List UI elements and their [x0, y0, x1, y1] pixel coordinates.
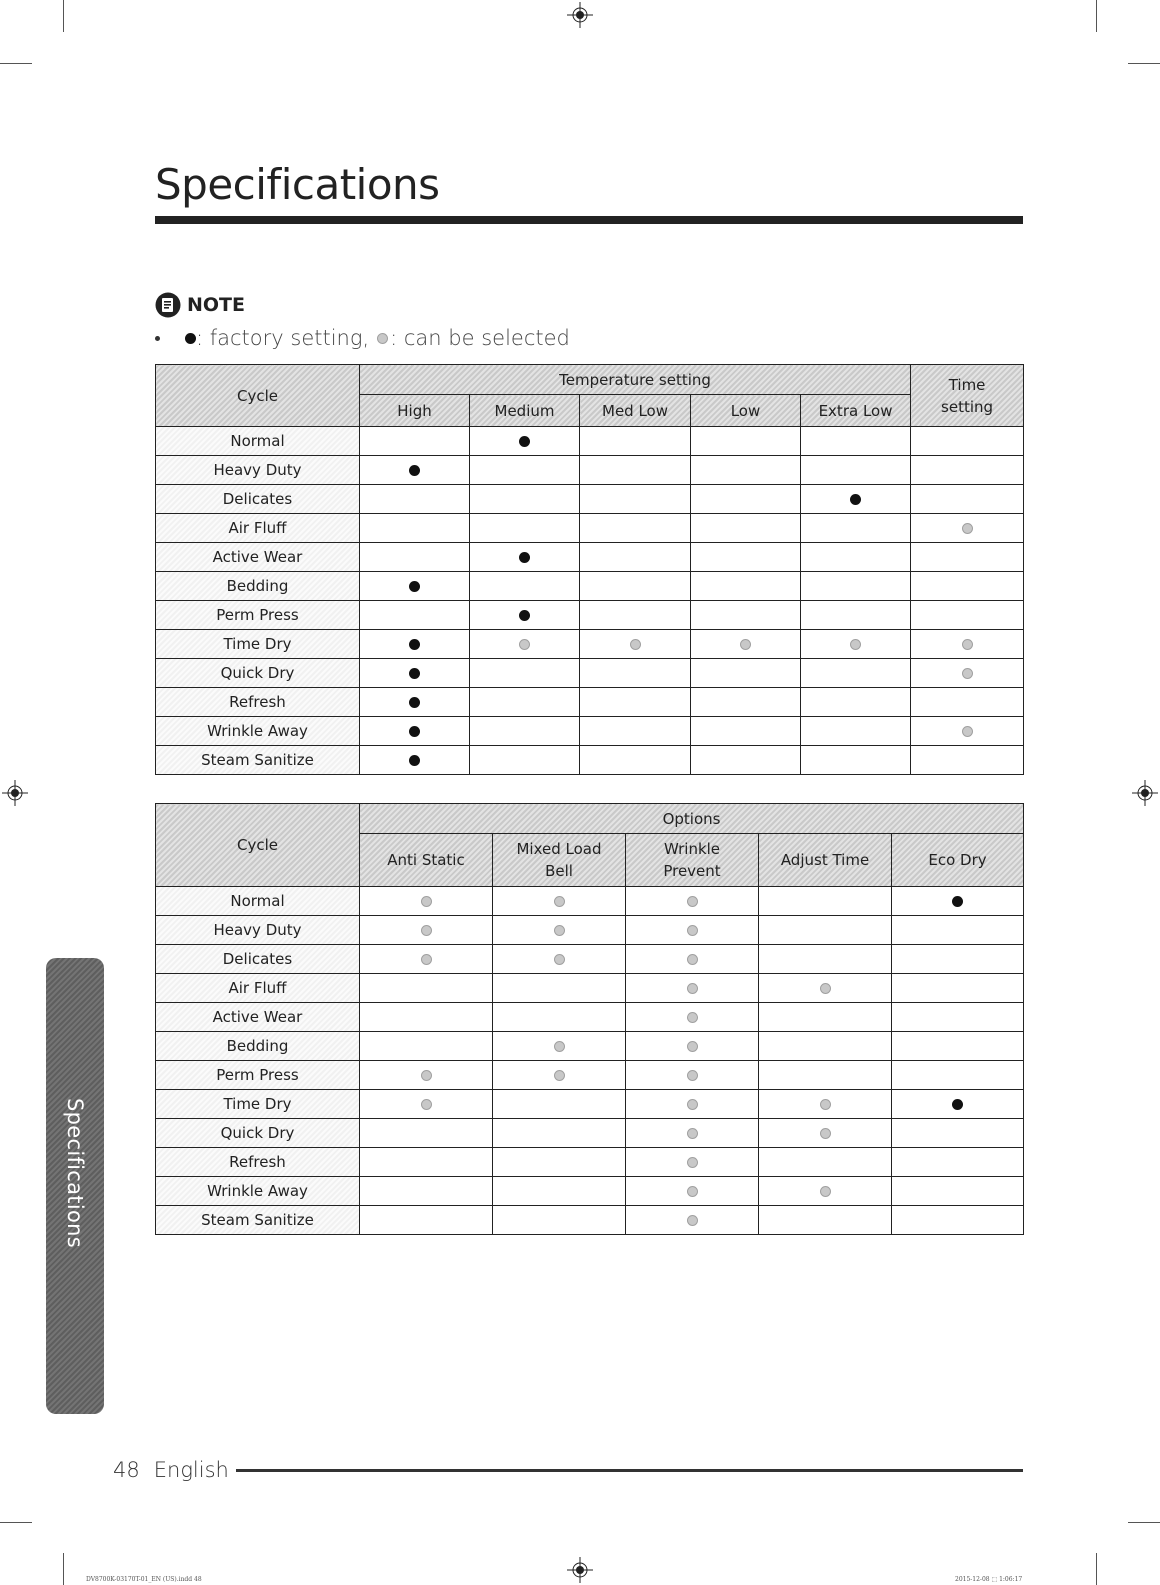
setting-cell — [626, 1119, 759, 1148]
setting-cell — [759, 1206, 892, 1235]
table-row — [156, 427, 1024, 456]
setting-cell — [801, 427, 911, 456]
selectable-dot-icon — [554, 1070, 565, 1081]
table-row — [156, 1090, 1024, 1119]
setting-cell — [892, 887, 1024, 916]
factory-setting-dot-icon — [850, 494, 861, 505]
setting-cell — [470, 543, 580, 572]
setting-cell — [493, 916, 626, 945]
setting-cell — [691, 659, 801, 688]
crop-mark — [1096, 1553, 1097, 1585]
setting-cell — [759, 945, 892, 974]
factory-setting-dot-icon — [952, 1099, 963, 1110]
setting-cell — [470, 601, 580, 630]
setting-cell — [470, 427, 580, 456]
selectable-dot-icon — [421, 896, 432, 907]
setting-cell — [801, 543, 911, 572]
table-row — [156, 1119, 1024, 1148]
selectable-dot-icon — [687, 1157, 698, 1168]
page-footer — [113, 1458, 229, 1482]
table-row — [156, 1061, 1024, 1090]
bullet-icon — [155, 336, 160, 341]
table-row — [156, 974, 1024, 1003]
setting-cell — [911, 601, 1024, 630]
setting-cell — [691, 543, 801, 572]
note-icon — [155, 292, 181, 318]
setting-cell — [470, 456, 580, 485]
selectable-dot-icon — [820, 983, 831, 994]
setting-cell — [360, 916, 493, 945]
setting-cell — [580, 688, 691, 717]
table-row — [156, 945, 1024, 974]
factory-setting-dot-icon — [519, 436, 530, 447]
selectable-dot-icon — [377, 333, 388, 344]
cycle-name: Quick Dry — [156, 659, 360, 688]
table-row — [156, 916, 1024, 945]
cycle-name: Normal — [156, 887, 360, 916]
cycle-name: Perm Press — [156, 601, 360, 630]
selectable-dot-icon — [962, 639, 973, 650]
setting-cell — [691, 601, 801, 630]
selectable-dot-icon — [554, 954, 565, 965]
setting-cell — [759, 1061, 892, 1090]
print-slug-left: DV8700K-03170T-01_EN (US).indd 48 — [86, 1576, 202, 1583]
setting-cell — [580, 746, 691, 775]
setting-cell — [911, 717, 1024, 746]
setting-cell — [691, 456, 801, 485]
setting-cell — [759, 1090, 892, 1119]
cycle-name: Refresh — [156, 688, 360, 717]
cycle-header: Cycle — [156, 365, 360, 427]
table-row — [156, 601, 1024, 630]
setting-cell — [580, 456, 691, 485]
table-row — [156, 1148, 1024, 1177]
table-row — [156, 456, 1024, 485]
setting-cell — [360, 572, 470, 601]
time-setting-header: Time setting — [911, 365, 1024, 427]
legend-factory-text: : factory setting, — [196, 326, 370, 350]
setting-cell — [580, 485, 691, 514]
selectable-dot-icon — [962, 668, 973, 679]
factory-setting-dot-icon — [409, 639, 420, 650]
table-row — [156, 1032, 1024, 1061]
setting-cell — [911, 746, 1024, 775]
factory-setting-dot-icon — [409, 465, 420, 476]
selectable-dot-icon — [820, 1186, 831, 1197]
table-row — [156, 543, 1024, 572]
setting-cell — [470, 630, 580, 659]
selectable-dot-icon — [421, 925, 432, 936]
cycle-name: Time Dry — [156, 630, 360, 659]
legend-line — [155, 326, 570, 350]
selectable-dot-icon — [820, 1128, 831, 1139]
setting-cell — [360, 1003, 493, 1032]
setting-cell — [892, 974, 1024, 1003]
setting-cell — [360, 887, 493, 916]
options-table-body — [156, 887, 1024, 1235]
table-row — [156, 1206, 1024, 1235]
setting-cell — [691, 630, 801, 659]
factory-setting-dot-icon — [519, 610, 530, 621]
selectable-dot-icon — [687, 983, 698, 994]
cycle-name: Steam Sanitize — [156, 746, 360, 775]
setting-cell — [580, 630, 691, 659]
temperature-settings-table — [155, 364, 1024, 775]
setting-cell — [759, 1177, 892, 1206]
setting-cell — [801, 572, 911, 601]
setting-cell — [626, 1032, 759, 1061]
setting-cell — [759, 916, 892, 945]
crop-mark — [63, 1553, 64, 1585]
setting-cell — [360, 1206, 493, 1235]
cycle-name: Normal — [156, 427, 360, 456]
setting-cell — [691, 688, 801, 717]
setting-cell — [892, 945, 1024, 974]
crop-mark — [0, 1522, 32, 1523]
selectable-dot-icon — [687, 925, 698, 936]
options-table — [155, 803, 1024, 1235]
option-column-header: Mixed Load Bell — [493, 834, 626, 887]
cycle-name: Wrinkle Away — [156, 1177, 360, 1206]
setting-cell — [626, 1148, 759, 1177]
temperature-group-header: Temperature setting — [360, 365, 911, 395]
setting-cell — [626, 1090, 759, 1119]
setting-cell — [626, 1177, 759, 1206]
table-row — [156, 514, 1024, 543]
setting-cell — [801, 746, 911, 775]
cycle-name: Wrinkle Away — [156, 717, 360, 746]
registration-mark-icon — [567, 2, 593, 28]
options-group-header: Options — [360, 804, 1024, 834]
setting-cell — [493, 1119, 626, 1148]
setting-cell — [360, 746, 470, 775]
temp-column-header: Extra Low — [801, 395, 911, 427]
factory-setting-dot-icon — [409, 755, 420, 766]
setting-cell — [470, 485, 580, 514]
crop-mark — [1128, 63, 1160, 64]
setting-cell — [360, 659, 470, 688]
registration-mark-icon — [567, 1557, 593, 1583]
footer-rule — [236, 1469, 1023, 1472]
temperature-table-body — [156, 427, 1024, 775]
cycle-name: Time Dry — [156, 1090, 360, 1119]
setting-cell — [892, 916, 1024, 945]
factory-setting-dot-icon — [409, 581, 420, 592]
title-rule — [155, 216, 1023, 224]
crop-mark — [63, 0, 64, 32]
side-tab-label: Specifications — [63, 1098, 87, 1248]
setting-cell — [892, 1003, 1024, 1032]
selectable-dot-icon — [687, 1186, 698, 1197]
temp-column-header: High — [360, 395, 470, 427]
selectable-dot-icon — [740, 639, 751, 650]
setting-cell — [911, 630, 1024, 659]
option-column-header: Eco Dry — [892, 834, 1024, 887]
setting-cell — [360, 427, 470, 456]
setting-cell — [360, 456, 470, 485]
setting-cell — [759, 887, 892, 916]
setting-cell — [911, 485, 1024, 514]
setting-cell — [759, 1148, 892, 1177]
setting-cell — [892, 1090, 1024, 1119]
setting-cell — [360, 1090, 493, 1119]
setting-cell — [360, 543, 470, 572]
setting-cell — [360, 1148, 493, 1177]
selectable-dot-icon — [962, 523, 973, 534]
selectable-dot-icon — [421, 954, 432, 965]
cycle-name: Delicates — [156, 485, 360, 514]
note-label: NOTE — [187, 294, 245, 316]
setting-cell — [360, 601, 470, 630]
crop-mark — [1096, 0, 1097, 32]
selectable-dot-icon — [630, 639, 641, 650]
table-row — [156, 1003, 1024, 1032]
setting-cell — [470, 717, 580, 746]
selectable-dot-icon — [687, 1070, 698, 1081]
setting-cell — [493, 1177, 626, 1206]
page-title: Specifications — [155, 160, 440, 209]
setting-cell — [580, 572, 691, 601]
cycle-name: Air Fluff — [156, 974, 360, 1003]
selectable-dot-icon — [554, 1041, 565, 1052]
setting-cell — [493, 1003, 626, 1032]
cycle-name: Active Wear — [156, 543, 360, 572]
setting-cell — [360, 717, 470, 746]
setting-cell — [493, 1061, 626, 1090]
setting-cell — [470, 746, 580, 775]
selectable-dot-icon — [687, 1215, 698, 1226]
setting-cell — [892, 1206, 1024, 1235]
setting-cell — [691, 427, 801, 456]
setting-cell — [493, 1032, 626, 1061]
table-row — [156, 1177, 1024, 1206]
selectable-dot-icon — [687, 1099, 698, 1110]
selectable-dot-icon — [687, 896, 698, 907]
setting-cell — [493, 887, 626, 916]
setting-cell — [470, 514, 580, 543]
selectable-dot-icon — [820, 1099, 831, 1110]
setting-cell — [360, 1032, 493, 1061]
table-row — [156, 688, 1024, 717]
table-row — [156, 659, 1024, 688]
setting-cell — [911, 514, 1024, 543]
setting-cell — [801, 630, 911, 659]
setting-cell — [691, 717, 801, 746]
setting-cell — [580, 514, 691, 543]
setting-cell — [470, 572, 580, 601]
setting-cell — [911, 427, 1024, 456]
table-row — [156, 717, 1024, 746]
setting-cell — [626, 887, 759, 916]
cycle-name: Heavy Duty — [156, 456, 360, 485]
setting-cell — [626, 1003, 759, 1032]
table-row — [156, 485, 1024, 514]
factory-setting-dot-icon — [185, 333, 196, 344]
setting-cell — [360, 1119, 493, 1148]
selectable-dot-icon — [687, 1012, 698, 1023]
setting-cell — [360, 945, 493, 974]
selectable-dot-icon — [687, 954, 698, 965]
temp-column-header: Medium — [470, 395, 580, 427]
setting-cell — [892, 1119, 1024, 1148]
cycle-header: Cycle — [156, 804, 360, 887]
setting-cell — [626, 916, 759, 945]
setting-cell — [470, 688, 580, 717]
setting-cell — [691, 514, 801, 543]
setting-cell — [360, 1177, 493, 1206]
cycle-name: Air Fluff — [156, 514, 360, 543]
setting-cell — [691, 572, 801, 601]
selectable-dot-icon — [519, 639, 530, 650]
setting-cell — [493, 1206, 626, 1235]
setting-cell — [892, 1148, 1024, 1177]
setting-cell — [892, 1061, 1024, 1090]
setting-cell — [801, 514, 911, 543]
setting-cell — [626, 1061, 759, 1090]
setting-cell — [911, 572, 1024, 601]
setting-cell — [580, 601, 691, 630]
setting-cell — [470, 659, 580, 688]
table-row — [156, 572, 1024, 601]
setting-cell — [360, 630, 470, 659]
setting-cell — [580, 659, 691, 688]
setting-cell — [759, 1032, 892, 1061]
setting-cell — [493, 974, 626, 1003]
setting-cell — [892, 1177, 1024, 1206]
setting-cell — [493, 945, 626, 974]
setting-cell — [626, 974, 759, 1003]
setting-cell — [801, 717, 911, 746]
setting-cell — [892, 1032, 1024, 1061]
factory-setting-dot-icon — [409, 668, 420, 679]
setting-cell — [911, 688, 1024, 717]
selectable-dot-icon — [687, 1128, 698, 1139]
setting-cell — [580, 427, 691, 456]
setting-cell — [801, 485, 911, 514]
setting-cell — [360, 514, 470, 543]
factory-setting-dot-icon — [409, 697, 420, 708]
selectable-dot-icon — [421, 1070, 432, 1081]
setting-cell — [801, 601, 911, 630]
selectable-dot-icon — [554, 925, 565, 936]
table-row — [156, 887, 1024, 916]
setting-cell — [691, 485, 801, 514]
cycle-name: Steam Sanitize — [156, 1206, 360, 1235]
setting-cell — [493, 1090, 626, 1119]
setting-cell — [801, 456, 911, 485]
setting-cell — [360, 688, 470, 717]
selectable-dot-icon — [554, 896, 565, 907]
setting-cell — [360, 485, 470, 514]
crop-mark — [1128, 1522, 1160, 1523]
setting-cell — [759, 1119, 892, 1148]
page-number: 48 — [113, 1458, 140, 1482]
setting-cell — [580, 717, 691, 746]
setting-cell — [801, 688, 911, 717]
option-column-header: Adjust Time — [759, 834, 892, 887]
setting-cell — [360, 1061, 493, 1090]
print-slug-right: 2015-12-08 ⬚ 1:06:17 — [955, 1576, 1023, 1583]
cycle-name: Delicates — [156, 945, 360, 974]
setting-cell — [580, 543, 691, 572]
selectable-dot-icon — [421, 1099, 432, 1110]
footer-language: English — [153, 1458, 229, 1482]
option-column-header: Anti Static — [360, 834, 493, 887]
setting-cell — [759, 974, 892, 1003]
selectable-dot-icon — [962, 726, 973, 737]
cycle-name: Active Wear — [156, 1003, 360, 1032]
setting-cell — [759, 1003, 892, 1032]
setting-cell — [493, 1148, 626, 1177]
temp-column-header: Low — [691, 395, 801, 427]
cycle-name: Heavy Duty — [156, 916, 360, 945]
cycle-name: Bedding — [156, 572, 360, 601]
setting-cell — [911, 659, 1024, 688]
selectable-dot-icon — [850, 639, 861, 650]
setting-cell — [911, 543, 1024, 572]
factory-setting-dot-icon — [409, 726, 420, 737]
note-heading — [155, 292, 245, 318]
cycle-name: Quick Dry — [156, 1119, 360, 1148]
crop-mark — [0, 63, 32, 64]
option-column-header: Wrinkle Prevent — [626, 834, 759, 887]
cycle-name: Refresh — [156, 1148, 360, 1177]
factory-setting-dot-icon — [519, 552, 530, 563]
setting-cell — [691, 746, 801, 775]
cycle-name: Perm Press — [156, 1061, 360, 1090]
registration-mark-icon — [1132, 780, 1158, 806]
section-side-tab — [46, 958, 104, 1414]
cycle-name: Bedding — [156, 1032, 360, 1061]
table-row — [156, 630, 1024, 659]
registration-mark-icon — [2, 780, 28, 806]
legend-select-text: : can be selected — [390, 326, 570, 350]
setting-cell — [801, 659, 911, 688]
setting-cell — [911, 456, 1024, 485]
setting-cell — [360, 974, 493, 1003]
setting-cell — [626, 1206, 759, 1235]
temp-column-header: Med Low — [580, 395, 691, 427]
table-row — [156, 746, 1024, 775]
selectable-dot-icon — [687, 1041, 698, 1052]
setting-cell — [626, 945, 759, 974]
factory-setting-dot-icon — [952, 896, 963, 907]
